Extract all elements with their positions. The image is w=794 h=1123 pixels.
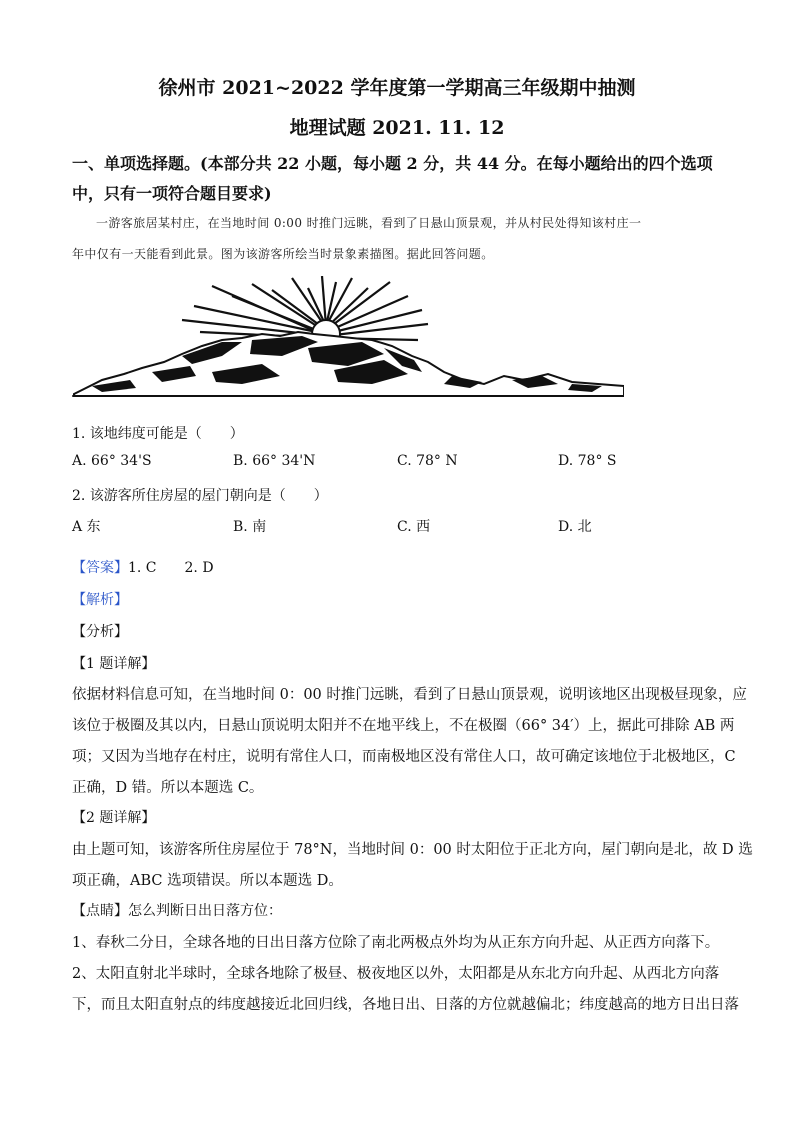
question-2-option-b: B. 南 — [233, 519, 267, 535]
tip-point: 下，而且太阳直射点的纬度越接近北回归线，各地日出、日落的方位就越偏北；纬度越高的地方日出日落 — [72, 997, 739, 1013]
q1-detail-line: 依据材料信息可知，在当地时间 0：00 时推门远眺，看到了日悬山顶景观，说明该地区出现极昼现象，应 — [72, 687, 747, 703]
q1-detail-line: 项；又因为当地存在村庄，说明有常住人口，而南极地区没有常住人口，故可确定该地位于北极地区，C — [72, 749, 736, 765]
question-1-stem: 1. 该地纬度可能是（ ） — [72, 426, 244, 442]
question-2-stem: 2. 该游客所住房屋的屋门朝向是（ ） — [72, 488, 328, 504]
fenxi-label: 【分析】 — [72, 624, 128, 640]
exam-title: 徐州市 2021~2022 学年度第一学期高三年级期中抽测 — [158, 77, 636, 99]
question-2-option-a: A 东 — [72, 519, 101, 535]
question-1-option-c: C. 78° N — [397, 453, 458, 469]
q2-detail-line: 由上题可知，该游客所住房屋位于 78°N，当地时间 0：00 时太阳位于正北方向，屋门朝向是北，故 D 选 — [72, 842, 753, 858]
section-heading-line2: 中，只有一项符合题目要求) — [72, 184, 272, 203]
question-2-option-c: C. 西 — [397, 519, 431, 535]
passage-line1: 一游客旅居某村庄，在当地时间 0:00 时推门远眺，看到了日悬山顶景观，并从村民处得知该村庄一 — [96, 216, 642, 230]
exam-subtitle: 地理试题 2021. 11. 12 — [289, 117, 505, 139]
jiexi-label: 【解析】 — [72, 592, 128, 608]
answer-values: 1. C 2. D — [128, 560, 214, 576]
q2-detail-label: 【2 题详解】 — [72, 810, 156, 826]
tip-point: 1、春秋二分日，全球各地的日出日落方位除了南北两极点外均为从正东方向升起、从正西方向落下。 — [72, 935, 720, 951]
question-1-option-a: A. 66° 34'S — [72, 453, 152, 469]
passage-line2: 年中仅有一天能看到此景。图为该游客所绘当时景象素描图。据此回答问题。 — [72, 247, 494, 261]
q1-detail-line: 该位于极圈及其以内，日悬山顶说明太阳并不在地平线上，不在极圈（66° 34′）上，据此可排除 AB 两 — [72, 718, 735, 734]
q1-detail-label: 【1 题详解】 — [72, 656, 156, 672]
question-2-option-d: D. 北 — [558, 519, 592, 535]
answer-line — [72, 557, 722, 577]
section-heading-line1: 一、单项选择题。(本部分共 22 小题，每小题 2 分，共 44 分。在每小题给出的四个选项 — [72, 154, 713, 173]
sun-rays — [182, 276, 428, 340]
dianjing-line — [72, 900, 722, 920]
tip-point: 2、太阳直射北半球时，全球各地除了极昼、极夜地区以外，太阳都是从东北方向升起、从西北方向落 — [72, 966, 720, 982]
dianjing-label: 【点睛】 — [72, 903, 128, 919]
question-1-option-d: D. 78° S — [558, 453, 617, 469]
q2-detail-line: 项正确，ABC 选项错误。所以本题选 D。 — [72, 873, 343, 889]
question-1-option-b: B. 66° 34'N — [233, 453, 316, 469]
answer-label: 【答案】 — [72, 560, 128, 576]
dianjing-text: 怎么判断日出日落方位： — [128, 903, 282, 919]
sun-over-mountain-sketch — [72, 276, 624, 406]
q1-detail-line: 正确，D 错。所以本题选 C。 — [72, 780, 264, 796]
